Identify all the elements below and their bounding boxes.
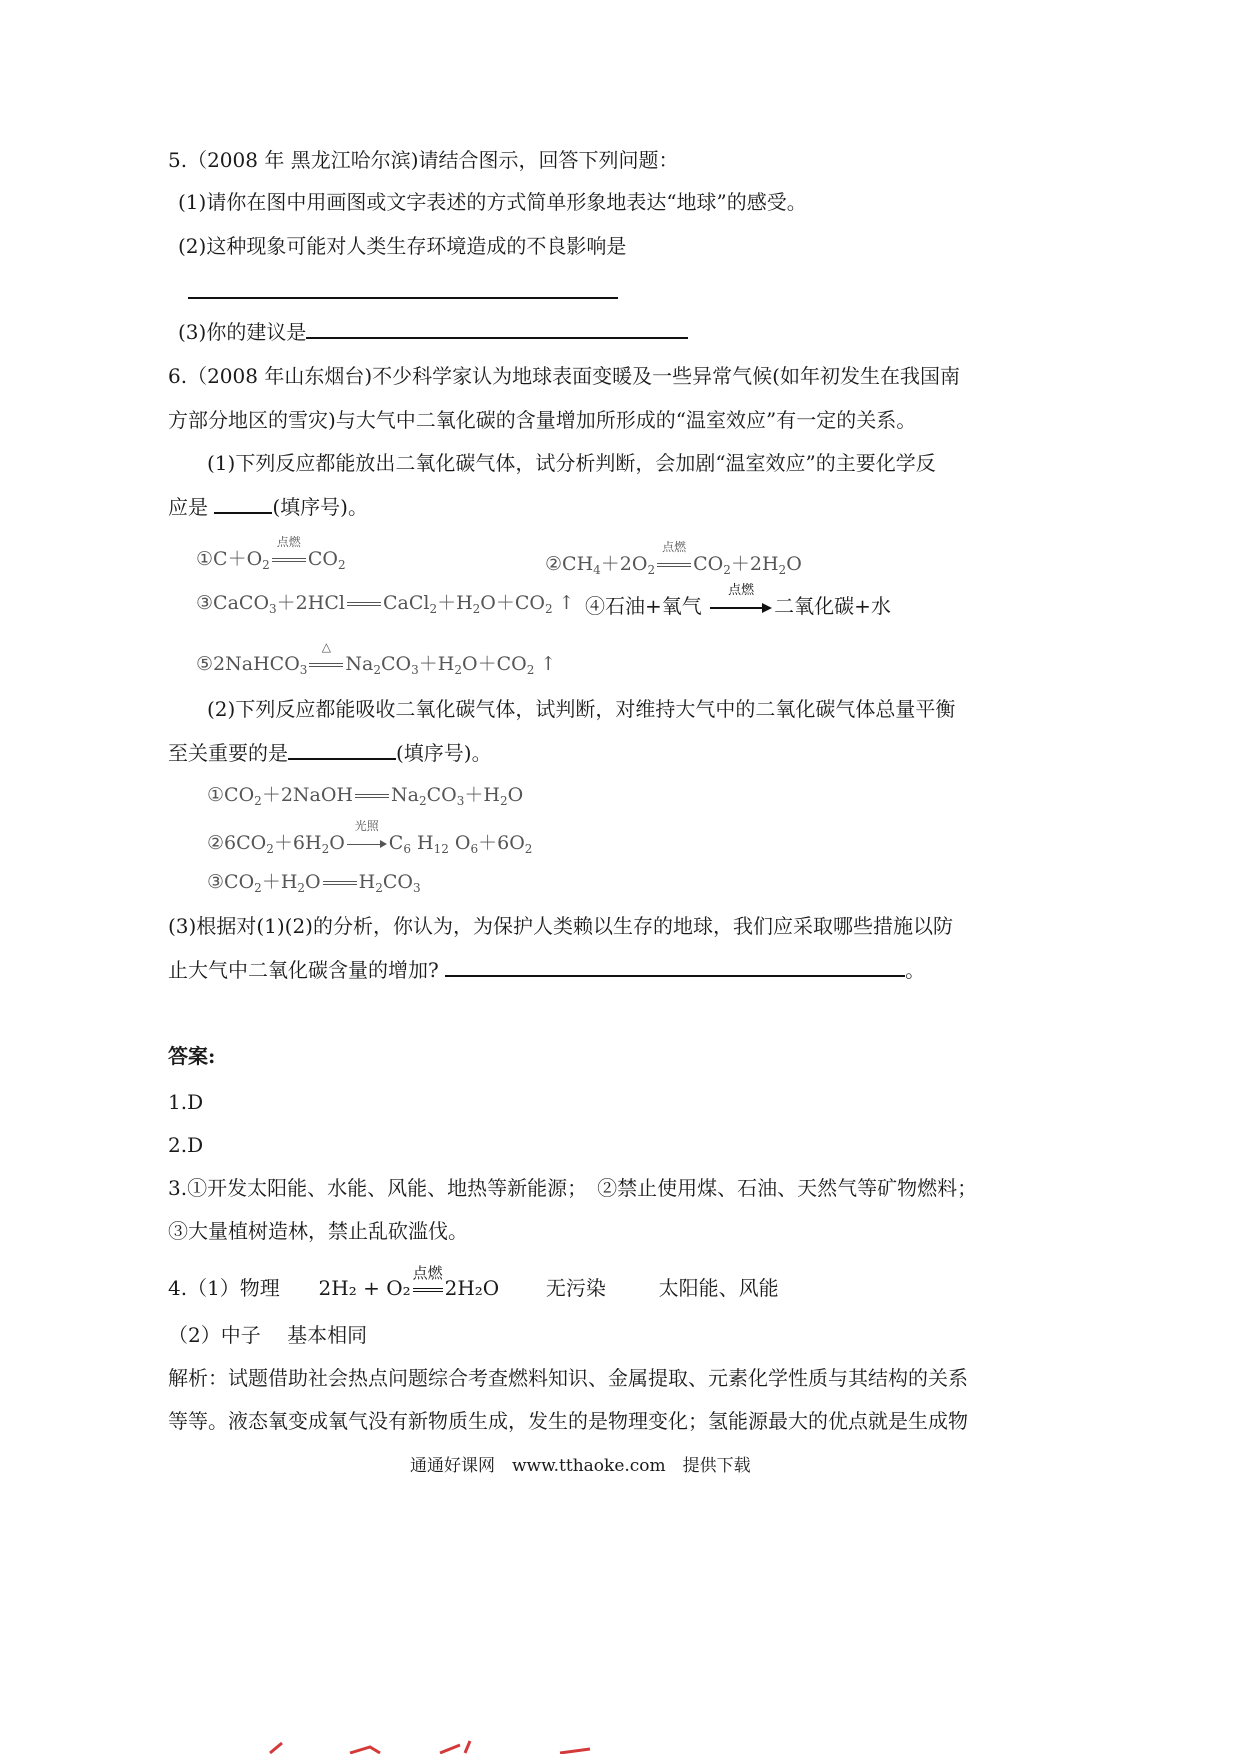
analysis-line1: 解析：试题借助社会热点问题综合考查燃料知识、金属提取、元素化学性质与其结构的关系: [168, 1366, 968, 1390]
q6-part3-blank[interactable]: [445, 974, 905, 977]
reaction-1: $①C+O_2$ 点燃 $CO_2$: [196, 535, 346, 572]
absorb-reaction-2: $②6CO_2+6H_2O$ 光照 $C_6$ $H_{12}$ $O_6+6O_2$: [207, 819, 533, 856]
q5-title: 5.（2008 年 黑龙江哈尔滨)请结合图示，回答下列问题：: [168, 148, 679, 172]
reaction-4: ④石油+氧气 点燃 二氧化碳+水: [585, 583, 891, 618]
q6-part1-blank[interactable]: [214, 511, 272, 514]
answer-2: 2.D: [168, 1133, 204, 1157]
q5-answer-line-3[interactable]: [306, 336, 688, 339]
answer-3-line1: 3.①开发太阳能、水能、风能、地热等新能源； ②禁止使用煤、石油、天然气等矿物燃料；: [168, 1176, 978, 1200]
answers-heading: 答案:: [168, 1044, 216, 1068]
reaction-3: ③CaCO$_3$＋2HCl $CaCl_2+H_2O+CO_2$ ↑: [196, 592, 575, 616]
q6-part2-line2: 至关重要的是 (填序号)。: [168, 741, 492, 765]
absorb-reaction-3: $③CO_2+H_2O$ $H_2CO_3$: [207, 871, 421, 895]
q6-title-line1: 6.（2008 年山东烟台)不少科学家认为地球表面变暖及一些异常气候(如年初发生在我国南: [168, 364, 960, 388]
red-stamp-fragment: [260, 1735, 960, 1754]
q6-part1-line2: 应是 (填序号)。: [168, 495, 368, 519]
answer-4-line2: （2）中子 基本相同: [168, 1323, 368, 1347]
q5-answer-line-2[interactable]: [188, 297, 618, 299]
answer-3-line2: ③大量植树造林，禁止乱砍滥伐。: [168, 1219, 468, 1243]
q6-title-line2: 方部分地区的雪灾)与大气中二氧化碳的含量增加所形成的“温室效应”有一定的关系。: [168, 408, 917, 432]
answer-1: 1.D: [168, 1090, 204, 1114]
q6-part1-line1: (1)下列反应都能放出二氧化碳气体，试分析判断，会加剧“温室效应”的主要化学反: [207, 451, 936, 475]
q6-part2-line1: (2)下列反应都能吸收二氧化碳气体，试判断，对维持大气中的二氧化碳气体总量平衡: [207, 697, 956, 721]
analysis-line2: 等等。液态氧变成氧气没有新物质生成，发生的是物理变化；氢能源最大的优点就是生成物: [168, 1409, 968, 1433]
reaction-5: ⑤2NaHCO$_3$ △ $Na_2CO_3+H_2O+CO_2$ ↑: [196, 640, 557, 677]
answer-4-equation: 2H₂ + O₂ 点燃 2H₂O: [318, 1264, 500, 1300]
page-footer: 通通好课网 www.tthaoke.com 提供下载: [410, 1456, 751, 1476]
q5-part2: (2)这种现象可能对人类生存环境造成的不良影响是: [178, 234, 627, 258]
absorb-reaction-1: $①CO_2+2NaOH$ $Na_2CO_3+H_2O$: [207, 784, 524, 808]
q5-part1: (1)请你在图中用画图或文字表述的方式简单形象地表达“地球”的感受。: [178, 190, 807, 214]
q5-part3: (3)你的建议是: [178, 322, 688, 342]
q6-part3-line1: (3)根据对(1)(2)的分析，你认为，为保护人类赖以生存的地球，我们应采取哪些措施以防: [168, 914, 953, 938]
answer-4-line1: 4.（1）物理 2H₂ + O₂ 点燃 2H₂O 无污染 太阳能、风能: [168, 1264, 779, 1300]
q6-part2-blank[interactable]: [288, 757, 396, 760]
reaction-2: $②CH_4+2O_2$ 点燃 $CO_2+2H_2O$: [545, 540, 802, 577]
q6-part3-line2: 止大气中二氧化碳含量的增加? 。: [168, 958, 926, 982]
